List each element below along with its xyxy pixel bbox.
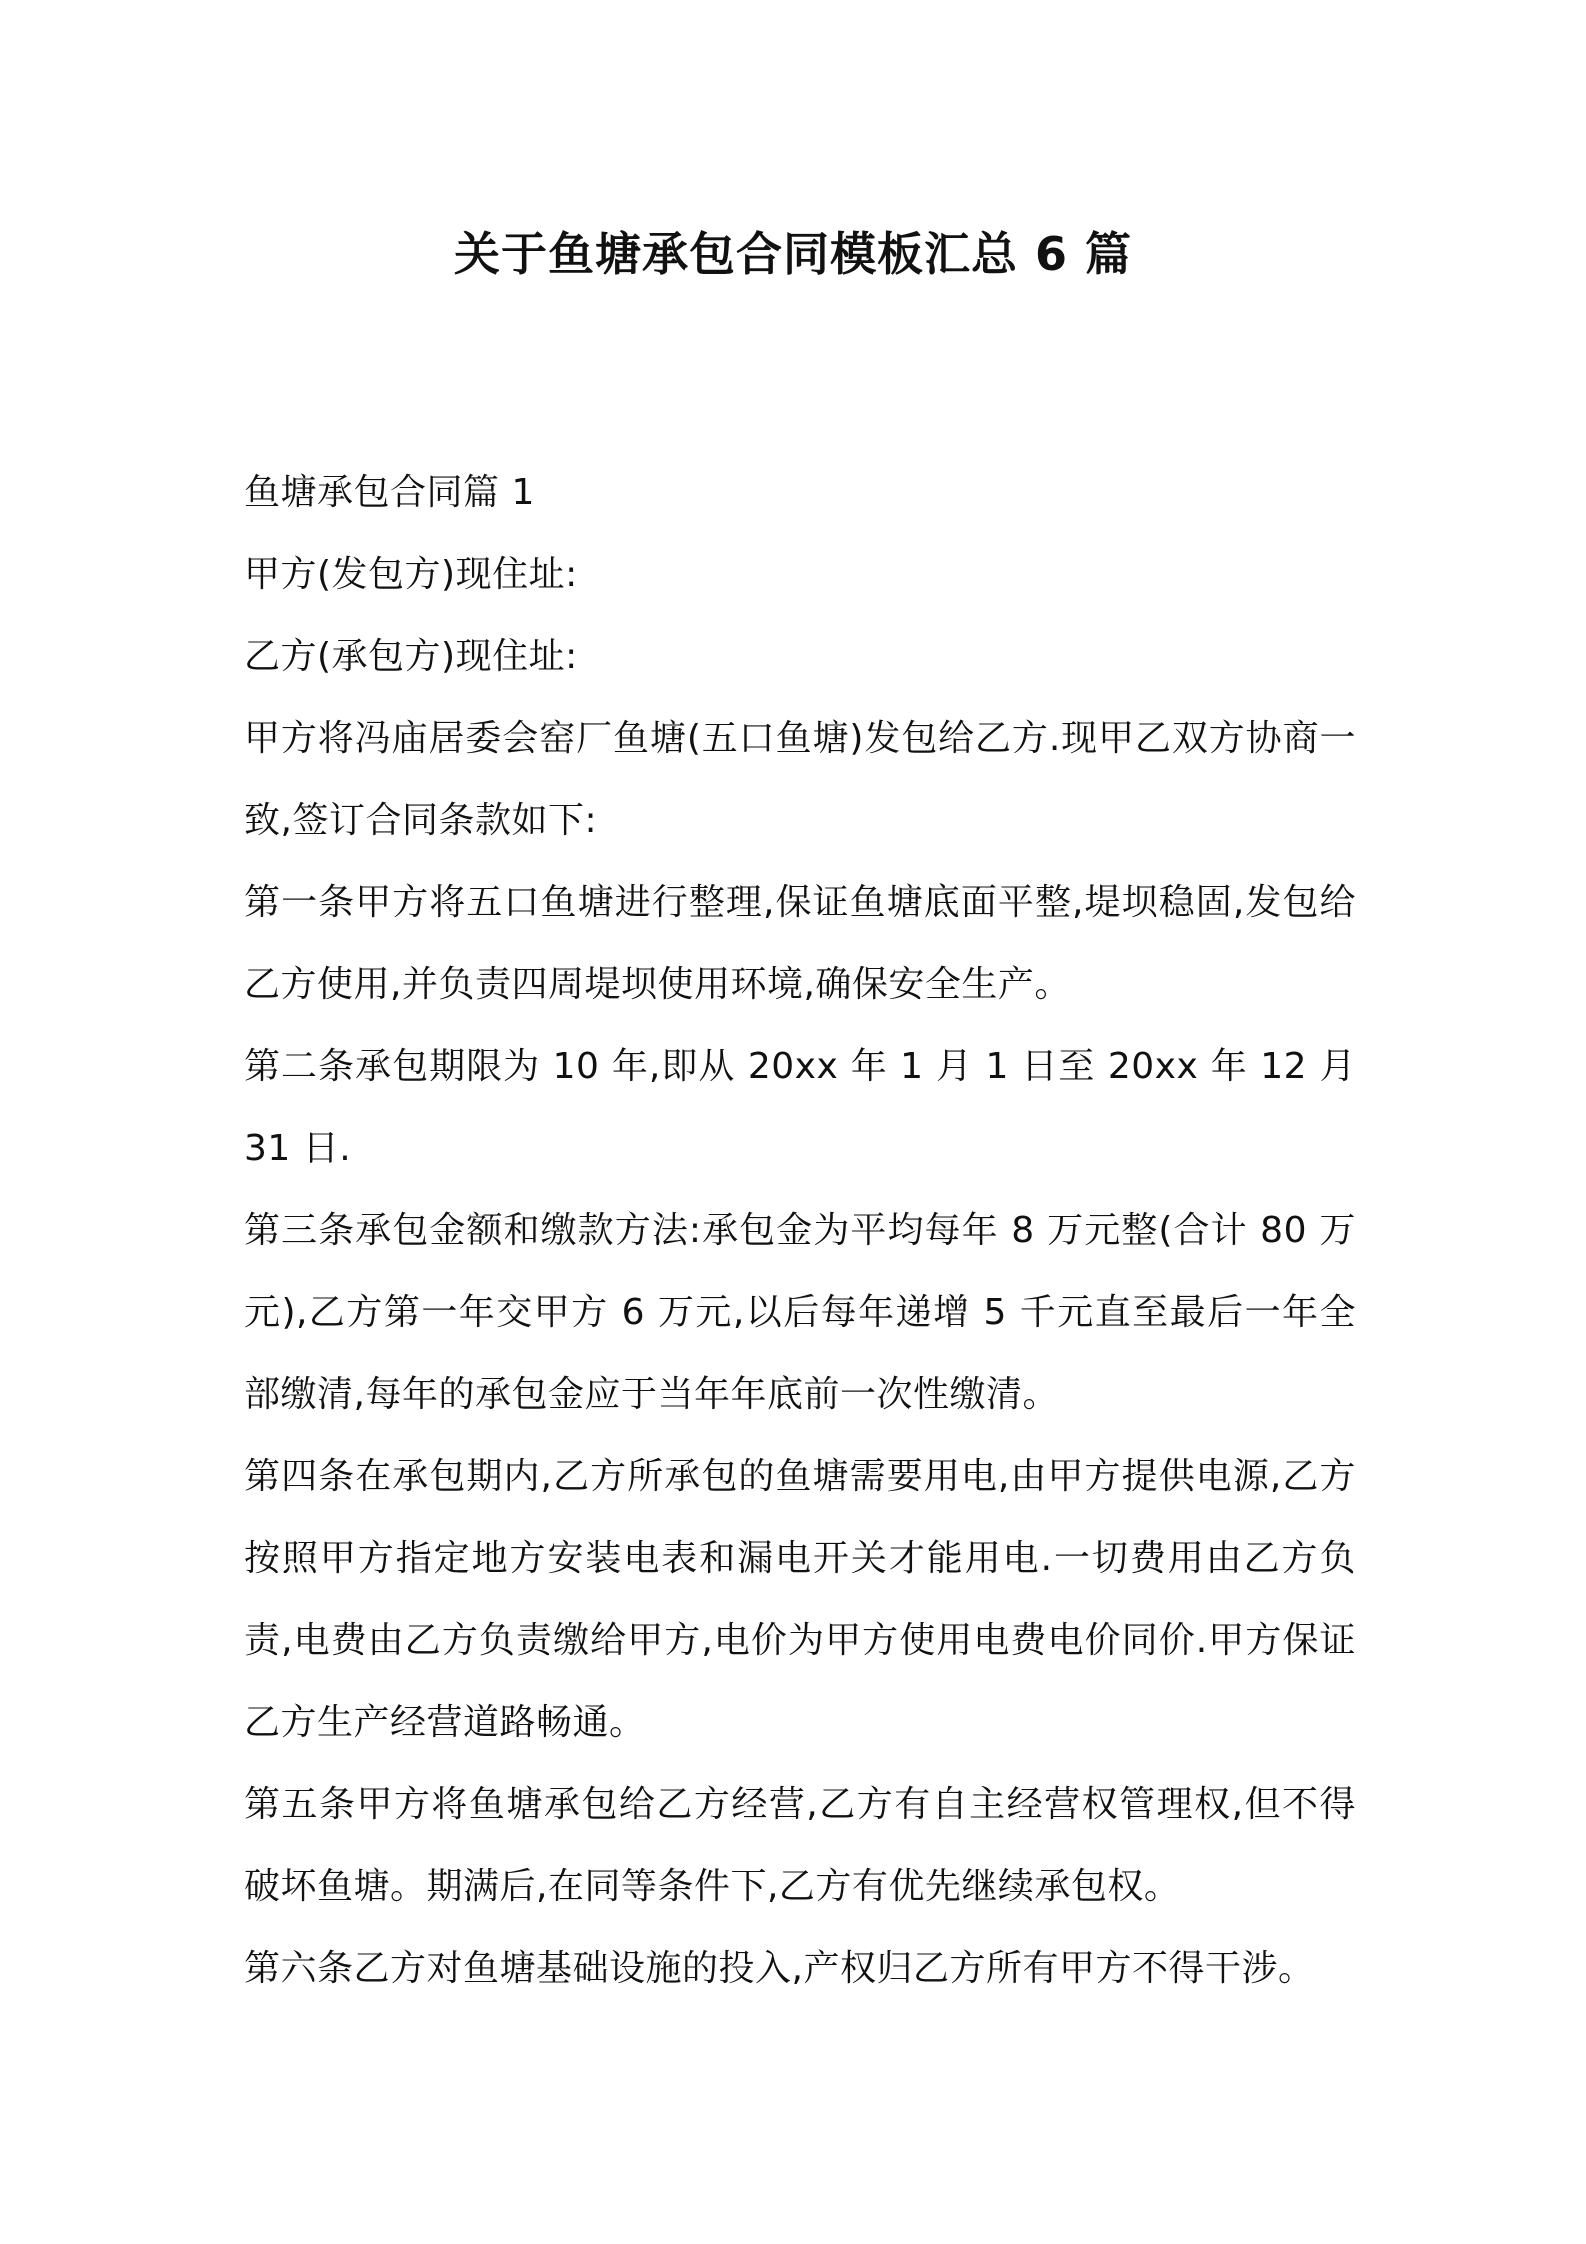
contract-preamble: 甲方将冯庙居委会窑厂鱼塘(五口鱼塘)发包给乙方.现甲乙双方协商一致,签订合同条款如下:: [244, 718, 1356, 841]
clause-4: 第四条在承包期内,乙方所承包的鱼塘需要用电,由甲方提供电源,乙方按照甲方指定地方安装电表和漏电开关才能用电.一切费用由乙方负责,电费由乙方负责缴给甲方,电价为甲方使用电费电价同价.甲方保证乙方生产经营道路畅通。: [244, 1456, 1356, 1743]
clause-5: 第五条甲方将鱼塘承包给乙方经营,乙方有自主经营权管理权,但不得破坏鱼塘。期满后,在同等条件下,乙方有优先继续承包权。: [244, 1784, 1356, 1907]
section-heading: 鱼塘承包合同篇 1: [244, 472, 535, 513]
document-title: 关于鱼塘承包合同模板汇总 6 篇: [453, 227, 1133, 281]
party-a-address: 甲方(发包方)现住址:: [244, 554, 578, 595]
clause-1: 第一条甲方将五口鱼塘进行整理,保证鱼塘底面平整,堤坝稳固,发包给乙方使用,并负责四周堤坝使用环境,确保安全生产。: [244, 882, 1356, 1005]
clause-6: 第六条乙方对鱼塘基础设施的投入,产权归乙方所有甲方不得干涉。: [244, 1948, 1315, 1989]
document-body: [244, 452, 1356, 2010]
party-b-address: 乙方(承包方)现住址:: [244, 636, 578, 677]
clause-3: 第三条承包金额和缴款方法:承包金为平均每年 8 万元整(合计 80 万元),乙方第一年交甲方 6 万元,以后每年递增 5 千元直至最后一年全部缴清,每年的承包金应于当年年底前一次性缴清。: [244, 1210, 1356, 1415]
clause-2: 第二条承包期限为 10 年,即从 20xx 年 1 月 1 日至 20xx 年 12 月 31 日.: [244, 1046, 1356, 1169]
